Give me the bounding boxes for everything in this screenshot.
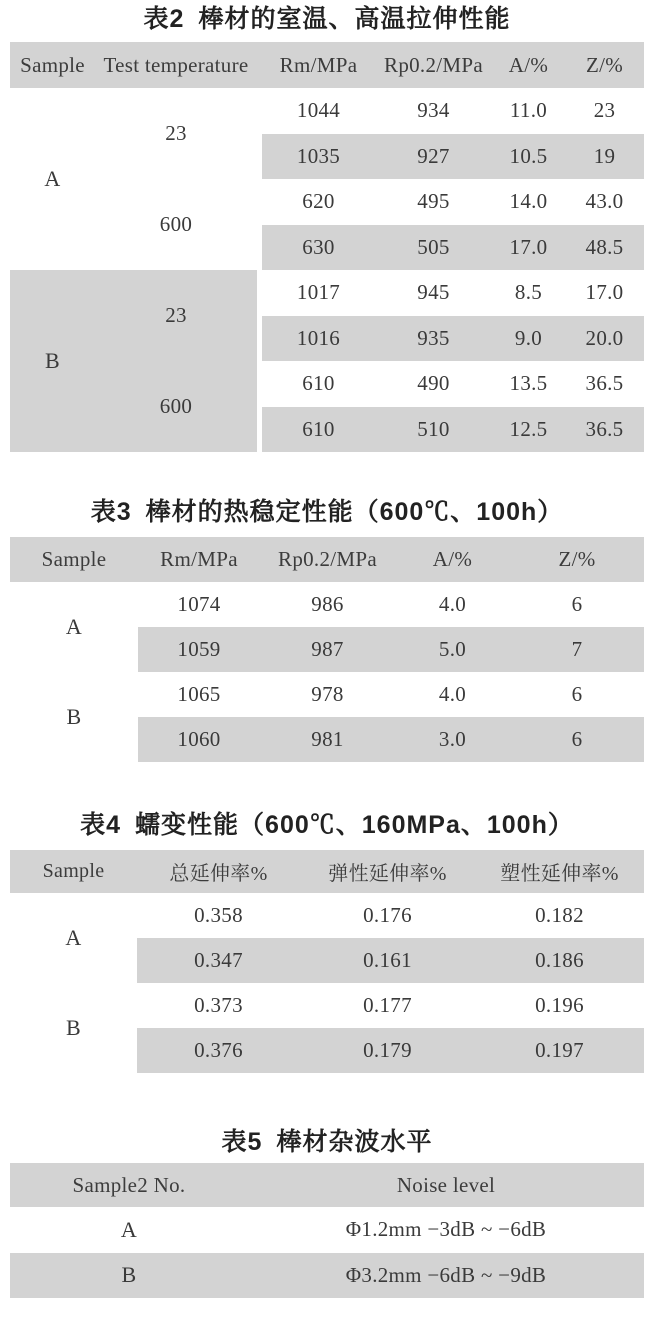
- value-cell: 5.0: [395, 627, 510, 672]
- sample-cell-a: A: [44, 166, 61, 191]
- header-cell-rm: Rm/MPa: [138, 537, 260, 582]
- value-cell: 12.5: [492, 407, 565, 453]
- value-cell: 1065: [177, 682, 221, 706]
- sample-cell-a: A: [65, 614, 83, 639]
- value-cell: 1059: [138, 627, 260, 672]
- value-cell: 1017: [296, 280, 341, 305]
- header-cell-a: A/%: [492, 42, 565, 88]
- value-cell: 17.0: [492, 225, 565, 271]
- header-cell-z: Z/%: [510, 537, 644, 582]
- table-thermal-stability: [10, 537, 644, 762]
- value-cell: 43.0: [585, 189, 624, 214]
- value-cell: 8.5: [514, 280, 543, 305]
- temperature-cell-a-600: 600: [159, 212, 193, 236]
- table-noise-level: [10, 1163, 644, 1298]
- sample-cell-b: B: [66, 1015, 81, 1040]
- table4-tag: 表4: [80, 811, 122, 839]
- header-cell-sample: Sample: [10, 42, 95, 88]
- value-cell: 6: [571, 682, 583, 706]
- value-cell: 0.347: [137, 938, 300, 983]
- table2-title-text: 棒材的室温、高温拉伸性能: [198, 5, 511, 33]
- header-cell-test-temperature: Test temperature: [95, 42, 257, 88]
- temperature-cell-b-23: 23: [95, 270, 257, 361]
- header-cell-rp02: Rp0.2/MPa: [260, 537, 395, 582]
- header-cell-sample: Sample: [10, 537, 138, 582]
- value-cell: 978: [311, 682, 344, 706]
- table3-title: [0, 499, 654, 526]
- value-cell: 10.5: [492, 134, 565, 180]
- value-cell: 0.373: [194, 993, 243, 1017]
- value-cell: Φ3.2mm −6dB ~ −9dB: [248, 1253, 644, 1299]
- value-cell: 0.196: [535, 993, 584, 1017]
- value-cell: 934: [417, 98, 450, 123]
- value-cell: 0.376: [137, 1028, 300, 1073]
- value-cell: 987: [260, 627, 395, 672]
- value-cell: 0.358: [194, 903, 243, 927]
- table4-title: [0, 812, 654, 839]
- temperature-cell-a-23: 23: [165, 121, 187, 145]
- value-cell: 630: [262, 225, 375, 271]
- value-cell: 11.0: [509, 98, 548, 123]
- value-cell: 0.197: [475, 1028, 644, 1073]
- table5-title: [0, 1129, 654, 1156]
- header-cell-sample-no: Sample2 No.: [10, 1163, 248, 1207]
- value-cell: 620: [302, 189, 335, 214]
- value-cell: 19: [565, 134, 644, 180]
- value-cell: 0.179: [300, 1028, 475, 1073]
- header-cell-rp02: Rp0.2/MPa: [375, 42, 492, 88]
- value-cell: Φ1.2mm −3dB ~ −6dB: [345, 1217, 547, 1242]
- table5-title-text: 棒材杂波水平: [276, 1128, 433, 1156]
- value-cell: 7: [510, 627, 644, 672]
- value-cell: 9.0: [492, 316, 565, 362]
- header-cell-total-elongation: 总延伸率%: [137, 850, 300, 893]
- value-cell: 4.0: [438, 592, 467, 616]
- value-cell: 6: [510, 717, 644, 762]
- value-cell: 14.0: [509, 189, 548, 214]
- header-cell-z: Z/%: [565, 42, 644, 88]
- value-cell: 1044: [296, 98, 341, 123]
- value-cell: 1074: [177, 592, 221, 616]
- header-cell-a: A/%: [395, 537, 510, 582]
- document-page: [0, 6, 654, 1317]
- sample-cell-a: A: [65, 925, 82, 950]
- temperature-cell-b-600: 600: [95, 361, 257, 452]
- value-cell: 610: [302, 371, 335, 396]
- value-cell: 610: [262, 407, 375, 453]
- header-cell-sample: Sample: [10, 850, 137, 893]
- value-cell: 0.186: [475, 938, 644, 983]
- value-cell: 505: [375, 225, 492, 271]
- value-cell: 4.0: [438, 682, 467, 706]
- table2-tag: 表2: [143, 5, 185, 33]
- value-cell: 17.0: [585, 280, 624, 305]
- value-cell: 490: [417, 371, 450, 396]
- header-cell-noise-level: Noise level: [248, 1163, 644, 1207]
- table2-title: [0, 6, 654, 33]
- header-cell-plastic-elongation: 塑性延伸率%: [475, 850, 644, 893]
- table3-tag: 表3: [90, 498, 132, 526]
- value-cell: 13.5: [509, 371, 548, 396]
- value-cell: 0.182: [535, 903, 584, 927]
- table4-title-text: 蠕变性能（600℃、160MPa、100h）: [135, 811, 574, 839]
- value-cell: 0.176: [363, 903, 412, 927]
- sample-cell-b: B: [10, 270, 95, 452]
- value-cell: 0.161: [300, 938, 475, 983]
- value-cell: 6: [571, 592, 583, 616]
- value-cell: 510: [375, 407, 492, 453]
- sample-cell-a: A: [120, 1216, 138, 1242]
- value-cell: 48.5: [565, 225, 644, 271]
- value-cell: 935: [375, 316, 492, 362]
- value-cell: 495: [417, 189, 450, 214]
- value-cell: 3.0: [395, 717, 510, 762]
- table-tensile-properties: [10, 42, 644, 452]
- value-cell: 1035: [262, 134, 375, 180]
- value-cell: 20.0: [565, 316, 644, 362]
- header-cell-rm: Rm/MPa: [262, 42, 375, 88]
- value-cell: 927: [375, 134, 492, 180]
- value-cell: 0.177: [363, 993, 412, 1017]
- sample-cell-b: B: [10, 1253, 248, 1299]
- value-cell: 1016: [262, 316, 375, 362]
- sample-cell-b: B: [66, 704, 82, 729]
- header-cell-elastic-elongation: 弹性延伸率%: [300, 850, 475, 893]
- value-cell: 36.5: [585, 371, 624, 396]
- value-cell: 945: [417, 280, 450, 305]
- value-cell: 23: [593, 98, 616, 123]
- table3-title-text: 棒材的热稳定性能（600℃、100h）: [145, 498, 564, 526]
- table-creep-properties: [10, 850, 644, 1073]
- table5-tag: 表5: [221, 1128, 263, 1156]
- value-cell: 981: [260, 717, 395, 762]
- value-cell: 36.5: [565, 407, 644, 453]
- value-cell: 986: [311, 592, 344, 616]
- value-cell: 1060: [138, 717, 260, 762]
